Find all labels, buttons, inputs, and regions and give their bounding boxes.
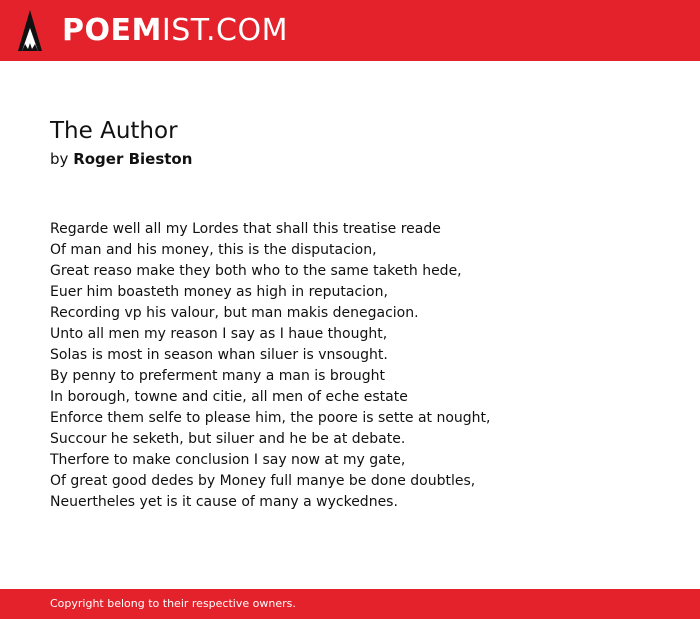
poem-line: Euer him boasteth money as high in reputacion, [50, 284, 388, 300]
poem-line: Of great good dedes by Money full manye be done doubtles, [50, 473, 476, 489]
poem-line: By penny to preferment many a man is brought [50, 368, 385, 384]
poem-title: The Author [50, 118, 178, 144]
poem-line: Unto all men my reason I say as I haue thought, [50, 326, 388, 342]
poem-line: Recording vp his valour, but man makis denegacion. [50, 305, 419, 321]
site-footer [0, 589, 700, 619]
copyright-text: Copyright belong to their respective owners. [50, 597, 296, 610]
poem-line: Great reaso make they both who to the same taketh hede, [50, 263, 462, 279]
logo-text-light: IST.COM [161, 13, 288, 48]
logo-text-bold: POEM [62, 13, 162, 48]
pencil-tip-icon [18, 10, 42, 51]
site-header [0, 0, 700, 61]
poem-line: In borough, towne and citie, all men of eche estate [50, 389, 408, 405]
poem-line: Therfore to make conclusion I say now at my gate, [50, 452, 406, 468]
byline [50, 149, 192, 169]
poem-line: Enforce them selfe to please him, the poore is sette at nought, [50, 410, 491, 426]
poem-line: Neuertheles yet is it cause of many a wyckednes. [50, 494, 398, 510]
site-logo-link[interactable] [62, 13, 288, 49]
poem-line: Regarde well all my Lordes that shall this treatise reade [50, 221, 441, 237]
poem-body [50, 219, 490, 513]
poem-line: Of man and his money, this is the disputacion, [50, 242, 377, 258]
poem-line: Solas is most in season whan siluer is vnsought. [50, 347, 388, 363]
author-name: Roger Bieston [73, 150, 193, 168]
poem-line: Succour he seketh, but siluer and he be at debate. [50, 431, 406, 447]
byline-prefix: by [50, 150, 69, 168]
